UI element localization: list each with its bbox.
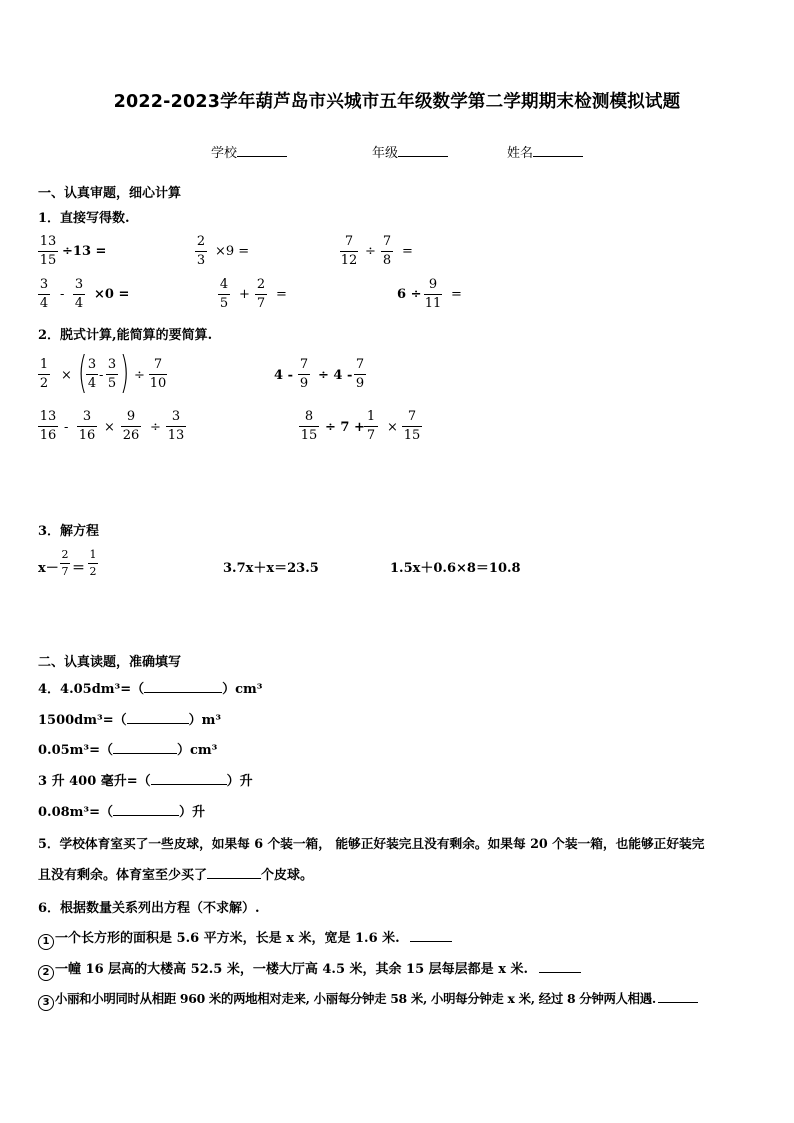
equals-sign: ＝ bbox=[72, 561, 86, 576]
fraction: 2 3 bbox=[196, 234, 206, 268]
operator: ÷ bbox=[150, 420, 161, 435]
answer-blank[interactable] bbox=[410, 941, 452, 942]
page-title: 2022-2023学年葫芦岛市兴城市五年级数学第二学期期末检测模拟试题 bbox=[113, 92, 681, 112]
q4-line5: 0.08m³=（ ）升 bbox=[38, 805, 206, 820]
answer-blank[interactable] bbox=[144, 692, 222, 693]
expr-mid: ÷ 7 + bbox=[325, 420, 365, 435]
operator: - bbox=[64, 420, 69, 435]
fraction: 2 7 bbox=[61, 548, 69, 578]
answer-blank[interactable] bbox=[207, 878, 261, 879]
equation-2: 3.7x＋x＝23.5 bbox=[223, 561, 319, 576]
expr-mid: ÷ 4 - bbox=[318, 368, 353, 383]
name-blank[interactable] bbox=[533, 156, 583, 157]
fraction: 7 15 bbox=[403, 409, 421, 443]
fraction: 3 5 bbox=[107, 357, 117, 391]
operator: × bbox=[104, 420, 115, 435]
fraction: 3 16 bbox=[78, 409, 96, 443]
fraction: 3 4 bbox=[39, 277, 49, 311]
answer-blank[interactable] bbox=[151, 784, 227, 785]
circled-number: 1 bbox=[38, 934, 54, 950]
fraction: 7 9 bbox=[299, 357, 309, 391]
right-paren: ) bbox=[119, 347, 130, 398]
q3-label: 3．解方程 bbox=[38, 524, 100, 539]
fraction: 1 2 bbox=[89, 548, 97, 578]
fraction: 7 10 bbox=[149, 357, 167, 391]
grade-blank[interactable] bbox=[398, 156, 448, 157]
answer-blank[interactable] bbox=[127, 723, 189, 724]
q5-line2: 且没有剩余。体育室至少买了 个皮球。 bbox=[38, 868, 314, 883]
expr-tail: = bbox=[402, 244, 413, 259]
q6-item2: 2 一幢 16 层高的大楼高 52.5 米，一楼大厅高 4.5 米，其余 15 层每层都是 x 米. bbox=[38, 958, 581, 981]
fraction: 13 16 bbox=[39, 409, 57, 443]
q6-item3: 3 小丽和小明同时从相距 960 米的两地相对走来, 小丽每分钟走 58 米, 小明每分钟走 x 米, 经过 8 分钟两人相遇. bbox=[38, 989, 698, 1011]
answer-blank[interactable] bbox=[658, 1002, 698, 1003]
expr-lead: 6 ÷ bbox=[397, 287, 422, 302]
fraction: 2 7 bbox=[256, 277, 266, 311]
operator: × bbox=[61, 368, 72, 383]
fraction: 1 2 bbox=[39, 357, 49, 391]
left-paren: ( bbox=[77, 347, 88, 398]
fraction: 7 9 bbox=[355, 357, 365, 391]
operator: ÷ bbox=[365, 244, 376, 259]
answer-blank[interactable] bbox=[113, 815, 179, 816]
expr-tail: = bbox=[451, 287, 462, 302]
grade-field[interactable] bbox=[372, 142, 448, 161]
q6-label: 6．根据数量关系列出方程（不求解）. bbox=[38, 901, 260, 916]
circled-number: 2 bbox=[38, 965, 54, 981]
school-label: 学校 bbox=[211, 146, 238, 161]
section1-heading: 一、认真审题，细心计算 bbox=[38, 186, 182, 201]
equation-3: 1.5x＋0.6×8＝10.8 bbox=[390, 561, 521, 576]
operator: - bbox=[60, 287, 65, 302]
q2-label: 2．脱式计算,能简算的要简算. bbox=[38, 328, 213, 343]
school-field[interactable] bbox=[211, 142, 287, 161]
section2-heading: 二、认真读题，准确填写 bbox=[38, 655, 182, 670]
fraction: 4 5 bbox=[219, 277, 229, 311]
q4-line1: 4．4.05dm³=（ ）cm³ bbox=[38, 682, 263, 697]
name-field[interactable] bbox=[507, 142, 583, 161]
fraction: 3 4 bbox=[87, 357, 97, 391]
circled-number: 3 bbox=[38, 995, 54, 1011]
fraction: 1 7 bbox=[364, 410, 378, 443]
operator: × bbox=[387, 420, 398, 435]
q6-item1: 1 一个长方形的面积是 5.6 平方米，长是 x 米，宽是 1.6 米. bbox=[38, 927, 452, 950]
answer-blank[interactable] bbox=[113, 753, 177, 754]
fraction: 7 12 bbox=[340, 234, 358, 268]
q4-line4: 3 升 400 毫升=（ ）升 bbox=[38, 774, 253, 789]
fraction: 3 4 bbox=[74, 277, 84, 311]
answer-blank[interactable] bbox=[539, 972, 581, 973]
q1-label: 1．直接写得数. bbox=[38, 211, 130, 226]
q4-line2: 1500dm³=（ ）m³ bbox=[38, 713, 222, 728]
equation-lead: x－ bbox=[38, 561, 59, 576]
fraction: 13 15 bbox=[39, 234, 57, 268]
school-blank[interactable] bbox=[237, 156, 287, 157]
fraction: 3 13 bbox=[167, 409, 185, 443]
expr-tail: ×9 = bbox=[215, 244, 250, 259]
fraction: 9 11 bbox=[424, 277, 442, 311]
fraction: 8 15 bbox=[300, 409, 318, 443]
operator: ÷ bbox=[134, 368, 145, 383]
q5-line1: 5．学校体育室买了一些皮球，如果每 6 个装一箱， 能够正好装完且没有剩余。如果每 20 个装一箱，也能够正好装完 bbox=[38, 836, 705, 851]
name-label: 姓名 bbox=[507, 146, 534, 161]
grade-label: 年级 bbox=[372, 146, 399, 161]
fraction: 9 26 bbox=[122, 409, 140, 443]
operator: - bbox=[99, 368, 104, 383]
expr-tail: = bbox=[276, 287, 287, 302]
expr-lead: 4 - bbox=[274, 368, 293, 383]
expr-tail: ×0 = bbox=[94, 287, 130, 302]
q4-line3: 0.05m³=（ ）cm³ bbox=[38, 743, 218, 758]
operator: + bbox=[239, 287, 250, 302]
fraction: 7 8 bbox=[382, 234, 392, 268]
expr-tail: ÷13 = bbox=[62, 244, 107, 259]
